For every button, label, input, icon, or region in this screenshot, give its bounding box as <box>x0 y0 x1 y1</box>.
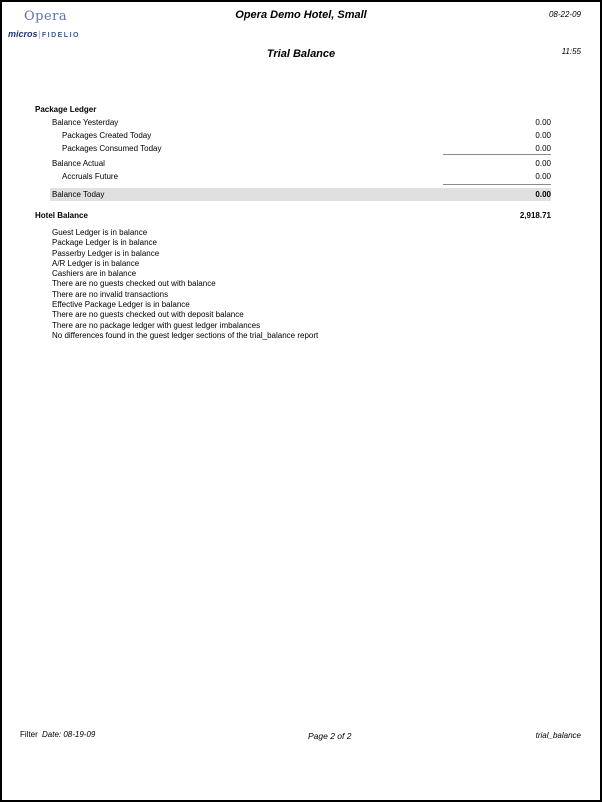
hotel-balance-label: Hotel Balance <box>35 211 88 220</box>
row-value: 0.00 <box>535 159 551 168</box>
message-line: There are no invalid transactions <box>52 289 169 299</box>
message-line: Package Ledger is in balance <box>52 238 157 248</box>
message-line: No differences found in the guest ledger sections of the trial_balance report <box>52 330 319 340</box>
report-date: 08-22-09 <box>548 10 581 19</box>
message-line: Cashiers are in balance <box>52 269 137 279</box>
ledger-row-balance-today <box>50 188 551 201</box>
micros-logo-text: micros <box>8 29 38 39</box>
row-value: 0.00 <box>535 190 551 199</box>
page-number: Page 2 of 2 <box>308 731 352 741</box>
message-line: There are no package ledger with guest ledger imbalances <box>52 320 261 330</box>
row-label: Balance Today <box>52 190 105 199</box>
balance-messages <box>52 228 560 341</box>
row-label: Balance Actual <box>52 159 105 168</box>
row-value: 0.00 <box>535 131 551 140</box>
hotel-balance-value: 2,918.71 <box>519 211 551 220</box>
report-title: Trial Balance <box>266 48 336 60</box>
subtotal-separator-line <box>443 154 551 155</box>
hotel-name: Opera Demo Hotel, Small <box>235 9 367 21</box>
row-label: Accruals Future <box>62 172 119 181</box>
message-line: There are no guests checked out with balance <box>52 279 216 289</box>
message-line: Guest Ledger is in balance <box>52 228 148 237</box>
subtotal-separator-line <box>443 184 551 185</box>
report-filename: trial_balance <box>535 731 581 740</box>
report-time: 11:55 <box>561 47 581 56</box>
section-title-package-ledger: Package Ledger <box>35 105 97 114</box>
ledger-row-accruals-future <box>35 170 551 183</box>
fidelio-logo-text: FIDELIO <box>41 32 80 39</box>
ledger-row-balance-actual <box>35 157 551 170</box>
row-value: 0.00 <box>535 118 551 127</box>
filter-label: Filter <box>20 730 38 739</box>
message-line: There are no guests checked out with deposit balance <box>52 310 244 320</box>
micros-fidelio-logo <box>8 24 80 42</box>
ledger-row-packages-created <box>35 129 551 142</box>
row-value: 0.00 <box>535 172 551 181</box>
row-label: Packages Created Today <box>62 131 152 140</box>
row-value: 0.00 <box>535 144 551 153</box>
row-label: Packages Consumed Today <box>62 144 162 153</box>
message-line: Effective Package Ledger is in balance <box>52 300 190 310</box>
message-line: Passerby Ledger is in balance <box>52 248 160 258</box>
ledger-row-balance-yesterday <box>35 116 551 129</box>
opera-logo: Opera <box>24 9 68 24</box>
message-line: A/R Ledger is in balance <box>52 258 140 268</box>
hotel-balance-row <box>35 209 551 222</box>
footer-date: Date: 08-19-09 <box>42 730 96 739</box>
row-label: Balance Yesterday <box>52 118 119 127</box>
logo-divider: | <box>38 29 41 39</box>
